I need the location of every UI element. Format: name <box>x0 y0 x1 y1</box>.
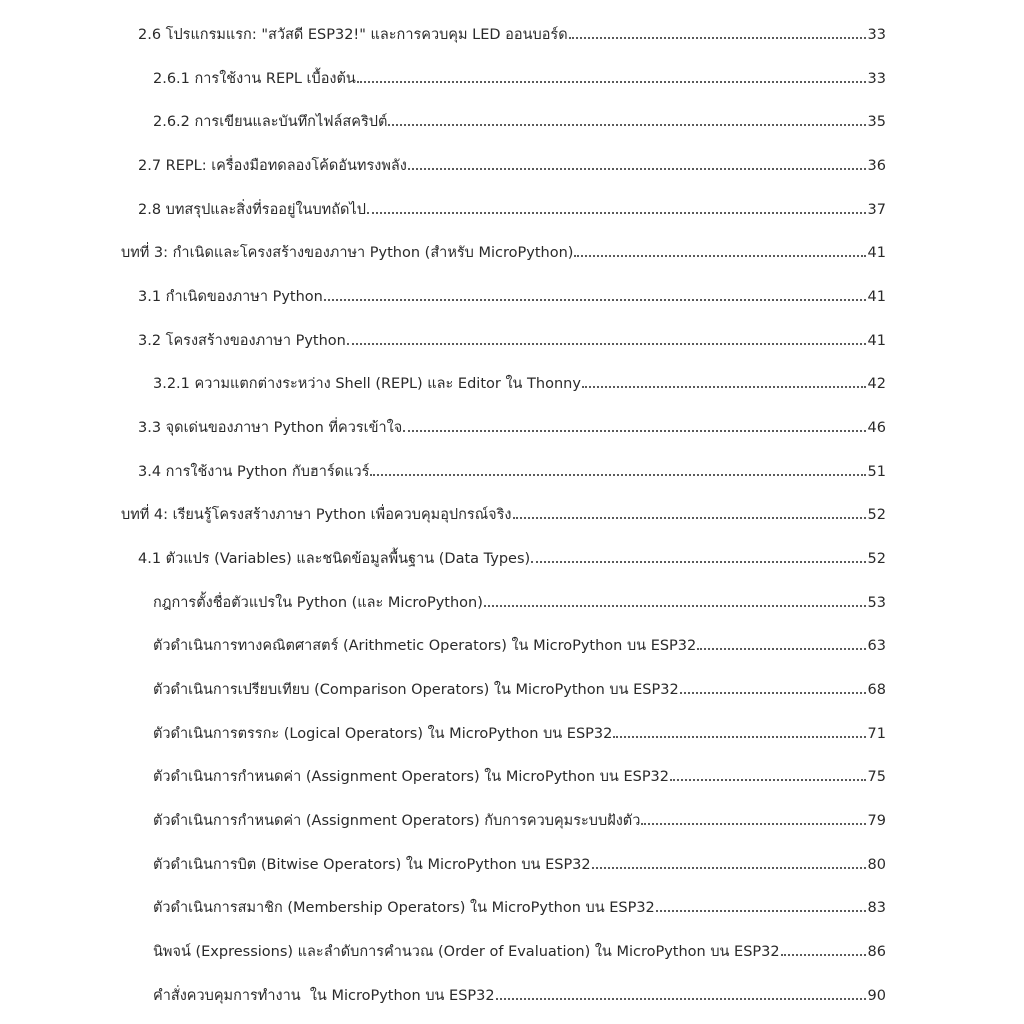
toc-page-number: 79 <box>867 813 886 830</box>
toc-page-number: 51 <box>867 463 886 480</box>
toc-leader <box>403 430 865 432</box>
toc-leader <box>641 823 865 825</box>
toc-page-number: 83 <box>867 900 886 917</box>
toc-section-entry <box>0 406 886 450</box>
toc-entry-title: 3.2.1 ความแตกต่างระหว่าง Shell (REPL) และ Editor ใน Thonny <box>153 376 581 393</box>
toc-leader <box>697 648 865 650</box>
toc-leader <box>388 124 865 126</box>
toc-section-entry <box>0 275 886 319</box>
toc-entry-title: ตัวดำเนินการกำหนดค่า (Assignment Operators) กับการควบคุมระบบฝังตัว <box>153 813 641 830</box>
toc-section-entry <box>0 13 886 57</box>
toc-page-number: 52 <box>867 507 886 524</box>
toc-entry-title: ตัวดำเนินการสมาชิก (Membership Operators) ใน MicroPython บน ESP32 <box>153 900 655 917</box>
toc-leader <box>408 168 866 170</box>
toc-subsection-entry <box>0 100 886 144</box>
toc-leader <box>347 343 866 345</box>
toc-entry-title: บทที่ 3: กำเนิดและโครงสร้างของภาษา Python (สำหรับ MicroPython) <box>121 245 574 262</box>
toc-entry-title: 2.6 โปรแกรมแรก: "สวัสดี ESP32!" และการควบคุม LED ออนบอร์ด <box>138 27 568 43</box>
toc-leader <box>781 954 866 956</box>
toc-leader <box>370 474 865 476</box>
toc-subsection-entry <box>0 668 886 712</box>
toc-subsection-entry <box>0 57 886 101</box>
toc-page-number: 41 <box>867 245 886 262</box>
toc-page-number: 75 <box>867 769 886 786</box>
toc-page-number: 63 <box>867 638 886 655</box>
toc-entry-title: นิพจน์ (Expressions) และลำดับการคำนวณ (Order of Evaluation) ใน MicroPython บน ESP32 <box>153 944 780 961</box>
toc-section-entry <box>0 144 886 188</box>
toc-page-number: 33 <box>867 70 886 87</box>
toc-subsection-entry <box>0 843 886 887</box>
toc-entry-title: 2.6.1 การใช้งาน REPL เบื้องต้น <box>153 70 356 87</box>
toc-entry-title: 2.8 บทสรุปและสิ่งที่รออยู่ในบทถัดไป <box>138 201 366 218</box>
toc-section-entry <box>0 450 886 494</box>
toc-leader <box>656 910 866 912</box>
toc-leader <box>357 81 866 83</box>
toc-entry-title: ตัวดำเนินการกำหนดค่า (Assignment Operators) ใน MicroPython บน ESP32 <box>153 769 670 786</box>
table-of-contents <box>0 13 886 1017</box>
toc-entry-title: กฎการตั้งชื่อตัวแปรใน Python (และ MicroPython) <box>153 594 483 611</box>
toc-entry-title: ตัวดำเนินการทางคณิตศาสตร์ (Arithmetic Operators) ใน MicroPython บน ESP32 <box>153 638 697 655</box>
toc-page-number: 42 <box>867 376 886 393</box>
toc-subsection-entry <box>0 974 886 1018</box>
toc-leader <box>574 255 865 257</box>
toc-page-number: 41 <box>867 289 886 306</box>
toc-section-entry <box>0 188 886 232</box>
toc-page-number: 36 <box>867 158 886 175</box>
toc-entry-title: 3.4 การใช้งาน Python กับฮาร์ดแวร์ <box>138 463 370 480</box>
toc-entry-title: ตัวดำเนินการเปรียบเทียบ (Comparison Operators) ใน MicroPython บน ESP32 <box>153 682 679 699</box>
toc-leader <box>613 736 865 738</box>
toc-leader <box>582 386 866 388</box>
toc-page-number: 68 <box>867 682 886 699</box>
toc-page-number: 52 <box>867 551 886 568</box>
toc-leader <box>367 212 866 214</box>
toc-subsection-entry <box>0 799 886 843</box>
toc-entry-title: 3.1 กำเนิดของภาษา Python <box>138 289 323 306</box>
toc-page-number: 90 <box>867 987 886 1004</box>
toc-page-number: 37 <box>867 201 886 218</box>
toc-entry-title: 4.1 ตัวแปร (Variables) และชนิดข้อมูลพื้นฐาน (Data Types) <box>138 551 531 568</box>
toc-leader <box>324 299 866 301</box>
toc-leader <box>496 998 866 1000</box>
toc-page-number: 86 <box>867 944 886 961</box>
toc-leader <box>484 605 866 607</box>
toc-leader <box>680 692 866 694</box>
toc-subsection-entry <box>0 624 886 668</box>
toc-entry-title: 2.7 REPL: เครื่องมือทดลองโค้ดอันทรงพลัง <box>138 158 407 175</box>
toc-section-entry <box>0 319 886 363</box>
toc-page-number: 46 <box>867 420 886 437</box>
toc-leader <box>531 561 865 563</box>
toc-subsection-entry <box>0 712 886 756</box>
toc-subsection-entry <box>0 581 886 625</box>
toc-entry-title: ตัวดำเนินการตรรกะ (Logical Operators) ใน MicroPython บน ESP32 <box>153 725 613 742</box>
toc-entry-title: บทที่ 4: เรียนรู้โครงสร้างภาษา Python เพื่อควบคุมอุปกรณ์จริง <box>121 507 512 524</box>
toc-page-number: 41 <box>867 332 886 349</box>
toc-subsection-entry <box>0 362 886 406</box>
toc-entry-title: ตัวดำเนินการบิต (Bitwise Operators) ใน MicroPython บน ESP32 <box>153 856 591 873</box>
toc-page-number: 35 <box>867 114 886 131</box>
toc-entry-title: 3.2 โครงสร้างของภาษา Python <box>138 332 346 349</box>
toc-page-number: 80 <box>867 856 886 873</box>
toc-entry-title: คำสั่งควบคุมการทำงาน ใน MicroPython บน ESP32 <box>153 987 495 1004</box>
toc-leader <box>592 867 866 869</box>
toc-page-number: 33 <box>867 27 886 43</box>
toc-page-number: 71 <box>867 725 886 742</box>
toc-section-entry <box>0 537 886 581</box>
toc-subsection-entry <box>0 886 886 930</box>
toc-leader <box>513 517 866 519</box>
toc-chapter-heading <box>0 231 886 275</box>
toc-leader <box>670 779 866 781</box>
toc-entry-title: 2.6.2 การเขียนและบันทึกไฟล์สคริปต์ <box>153 114 388 131</box>
toc-subsection-entry <box>0 930 886 974</box>
toc-page-number: 53 <box>867 594 886 611</box>
toc-chapter-heading <box>0 493 886 537</box>
toc-entry-title: 3.3 จุดเด่นของภาษา Python ที่ควรเข้าใจ <box>138 420 403 437</box>
toc-subsection-entry <box>0 755 886 799</box>
toc-leader <box>569 37 866 39</box>
